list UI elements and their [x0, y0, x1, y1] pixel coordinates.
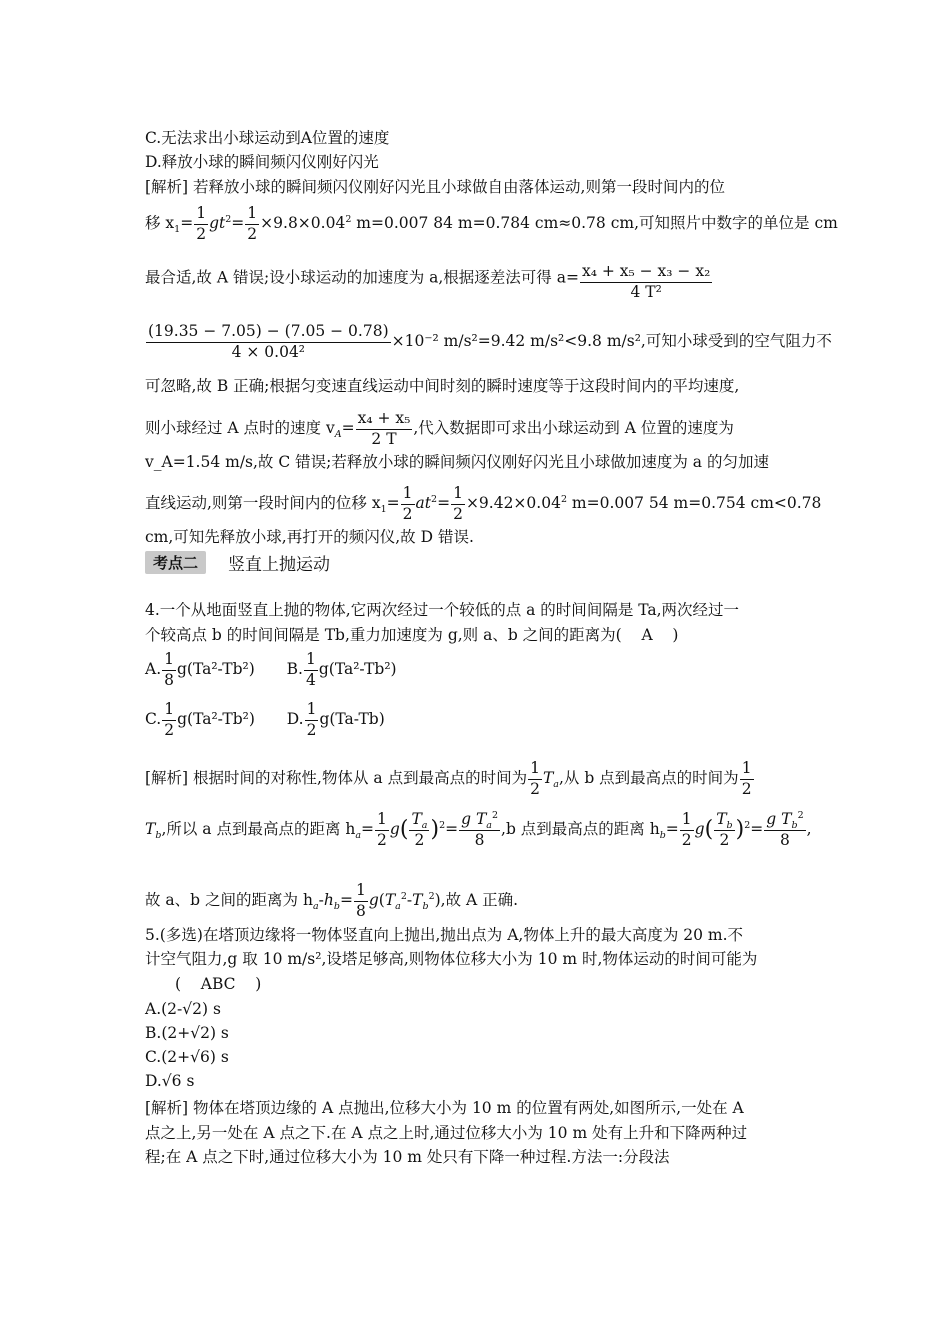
text: 2 T — [371, 429, 397, 448]
q3-option-c: C.无法求出小球运动到A位置的速度 — [145, 129, 390, 147]
fraction: $\frac{g T_a^2}{8}$ — [461, 809, 499, 849]
analysis-tag: [解析] — [145, 178, 189, 196]
q3-analysis-line-7: v_A=1.54 m/s,故 C 错误;若释放小球的瞬间频闪仪刚好闪光且小球做加速度为 a 的匀加速 — [145, 453, 769, 471]
text: 4 T² — [630, 282, 662, 301]
text: 个较高点 b 的时间间隔是 Tb,重力加速度为 g,则 a、b 之间的距离为( — [145, 626, 622, 644]
q4-options-row-1 — [145, 652, 397, 688]
text: ,所以 a 点到最高点的距离 h — [161, 820, 356, 838]
fraction: $\frac{1}{2}$ — [453, 484, 463, 523]
q5-option-b: B.(2+√2) s — [145, 1024, 229, 1042]
text: g(Ta-Tb) — [319, 710, 385, 728]
text: m=0.007 84 m=0.784 cm≈0.78 cm,可知照片中数字的单位是 cm — [351, 214, 838, 232]
text: ( — [175, 975, 182, 993]
fraction: $\frac{1}{8}$ — [355, 881, 366, 920]
text: ×9.42×0.04 — [465, 494, 561, 512]
text: ,故 A 正确. — [440, 891, 519, 909]
q5-stem-line-3 — [175, 974, 261, 994]
analysis-tag: [解析] — [145, 1099, 189, 1117]
text: C. — [145, 710, 162, 728]
fraction: $\frac{1}{2}$ — [402, 484, 413, 523]
text: g(Ta²-Tb²) — [318, 660, 397, 678]
text: ,从 b 点到最高点的时间为 — [558, 769, 739, 787]
q5-stem-line-1: 5.(多选)在塔顶边缘将一物体竖直向上抛出,抛出点为 A,物体上升的最大高度为 20 m.不 — [145, 926, 744, 944]
fraction: $\frac{g T_b^2}{8}$ — [766, 809, 804, 849]
q4-option-b — [286, 650, 397, 689]
text: x₄ + x₅ − x₃ − x₂ — [580, 264, 712, 283]
q4-analysis-line-1: [解析] 根据时间的对称性,物体从 a 点到最高点的时间为 $\frac{1}{2}$ $T_a$,从 b 点到最高点的时间为 $\frac{1}{2}$ — [145, 759, 752, 798]
q4-option-c — [145, 700, 255, 739]
section-title: 竖直上抛运动 — [228, 555, 331, 575]
fraction: $\frac{T_a}{2}$ — [411, 810, 428, 849]
q3-analysis-line-1 — [145, 177, 725, 197]
q4-options-row-2 — [145, 702, 385, 738]
q5-answer: ABC — [200, 975, 236, 993]
q5-analysis-line-1 — [145, 1098, 744, 1118]
fraction: $\frac{1}{2}$ — [247, 204, 258, 243]
fraction: $\frac{1}{2}$ — [530, 759, 540, 798]
q3-analysis-line-4 — [145, 324, 832, 360]
q5-option-c: C.(2+√6) s — [145, 1048, 229, 1066]
text: 物体在塔顶边缘的 A 点抛出,位移大小为 10 m 的位置有两处,如图所示,一处在 A — [193, 1099, 744, 1117]
fraction: $\frac{1}{2}$ — [741, 759, 752, 798]
q5-analysis-line-2: 点之上,另一处在 A 点之下.在 A 点之上时,通过位移大小为 10 m 处有上升和下降两种过 — [145, 1124, 748, 1142]
text: B. — [286, 660, 303, 678]
diff-fraction — [580, 264, 712, 300]
text: ,b 点到最高点的距离 h — [501, 820, 660, 838]
text: g(Ta²-Tb²) — [177, 660, 255, 678]
q3-option-d: D.释放小球的瞬间频闪仪刚好闪光 — [145, 153, 379, 171]
fraction: $\frac{1}{2}$ — [306, 700, 317, 739]
q4-analysis-line-2: $T_b$,所以 a 点到最高点的距离 $h_a=$ $\frac{1}{2}$ g( $\frac{T_a}{2}$ )$^2$= $\frac{g T_a^2}{8}$ ,b 点到最高点的距离 $h_b=$ $\frac{1}{2}$ g( $\frac{T_b}{2}$ )$^2$= $\frac{g T_b^2}{8}$ , — [145, 809, 812, 849]
q4-stem-line-2 — [145, 625, 678, 645]
q3-analysis-line-2: 移 $x_1=$ $\frac{1}{2}$ $gt^2=$ $\frac{1}{2}$ $\times 9.8\times 0.04^2$ m=0.007 84 m=0.784 cm≈0.78 cm,可知照片中数字的单位是 cm — [145, 204, 838, 243]
section-header — [145, 550, 330, 575]
q3-analysis-line-6: 则小球经过 A 点时的速度 $v_A=$ $\frac{\text{x₄ + x₅}}{2 T}$ ,代入数据即可求出小球运动到 A 位置的速度为 — [145, 409, 734, 448]
q5-stem-line-2: 计空气阻力,g 取 10 m/s²,设塔足够高,则物体位移大小为 10 m 时,物体运动的时间可能为 — [145, 950, 758, 968]
fraction: $\frac{1}{2}$ — [196, 204, 207, 243]
text: 故 a、b 之间的距离为 h — [145, 891, 313, 909]
q5-option-d: D.√6 s — [145, 1072, 195, 1090]
text: ) — [672, 626, 679, 644]
q3-analysis-line-9: cm,可知先释放小球,再打开的频闪仪,故 D 错误. — [145, 528, 474, 546]
text: 最合适,故 A 错误;设小球运动的加速度为 a,根据逐差法可得 a= — [145, 268, 579, 287]
fraction: $\frac{1}{2}$ — [681, 810, 692, 849]
text: A. — [145, 660, 162, 678]
text: 4 × 0.04² — [231, 342, 306, 361]
fraction: $\frac{1}{4}$ — [305, 650, 316, 689]
q4-answer: A — [641, 626, 653, 644]
fraction: $\frac{1}{2}$ — [377, 810, 387, 849]
text: 若释放小球的瞬间频闪仪刚好闪光且小球做自由落体运动,则第一段时间内的位 — [193, 178, 725, 196]
text: ×10⁻² m/s²=9.42 m/s²<9.8 m/s²,可知小球受到的空气阻力不 — [391, 332, 832, 350]
section-badge: 考点二 — [145, 551, 206, 574]
text: m=0.007 54 m=0.754 cm<0.78 — [566, 494, 822, 512]
q4-option-d — [286, 700, 385, 739]
text: 直线运动,则第一段时间内的位移 x — [145, 494, 381, 512]
text: 根据时间的对称性,物体从 a 点到最高点的时间为 — [193, 769, 528, 787]
q3-analysis-line-8: 直线运动,则第一段时间内的位移 $x_1=$ $\frac{1}{2}$ $at^2=$ $\frac{1}{2}$ $\times 9.42\times 0.04^2$ m=0.007 54 m=0.754 cm<0.78 — [145, 484, 822, 523]
velocity-fraction — [356, 411, 413, 447]
q4-analysis-line-3: 故 a、b 之间的距离为 $h_a-h_b=$ $\frac{1}{8}$ $g(T_a^2-T_b^2)$,故 A 正确. — [145, 881, 519, 920]
q4-option-a — [145, 650, 255, 689]
text: 则小球经过 A 点时的速度 v — [145, 419, 335, 437]
q3-analysis-line-3 — [145, 264, 713, 300]
fraction: $\frac{1}{8}$ — [164, 650, 174, 689]
text: x₄ + x₅ — [356, 411, 413, 430]
text: ) — [255, 975, 262, 993]
fraction: $\frac{1}{2}$ — [164, 700, 175, 739]
q4-stem-line-1: 4.一个从地面竖直上抛的物体,它两次经过一个较低的点 a 的时间间隔是 Ta,两次经过一 — [145, 601, 740, 619]
fraction: $\frac{T_b}{2}$ — [716, 810, 733, 849]
q3-analysis-line-5: 可忽略,故 B 正确;根据匀变速直线运动中间时刻的瞬时速度等于这段时间内的平均速度, — [145, 377, 740, 395]
q5-option-a: A.(2-√2) s — [145, 1000, 221, 1018]
text: 移 x — [145, 214, 175, 232]
accel-fraction — [146, 324, 391, 360]
analysis-tag: [解析] — [145, 769, 189, 787]
q5-analysis-line-3: 程;在 A 点之下时,通过位移大小为 10 m 处只有下降一种过程.方法一:分段法 — [145, 1148, 670, 1166]
text: ×9.8×0.04 — [260, 214, 346, 232]
text: ,代入数据即可求出小球运动到 A 位置的速度为 — [413, 419, 734, 437]
text: D. — [286, 710, 304, 728]
text: g(Ta²-Tb²) — [177, 710, 255, 728]
text: (19.35 − 7.05) − (7.05 − 0.78) — [146, 324, 391, 343]
